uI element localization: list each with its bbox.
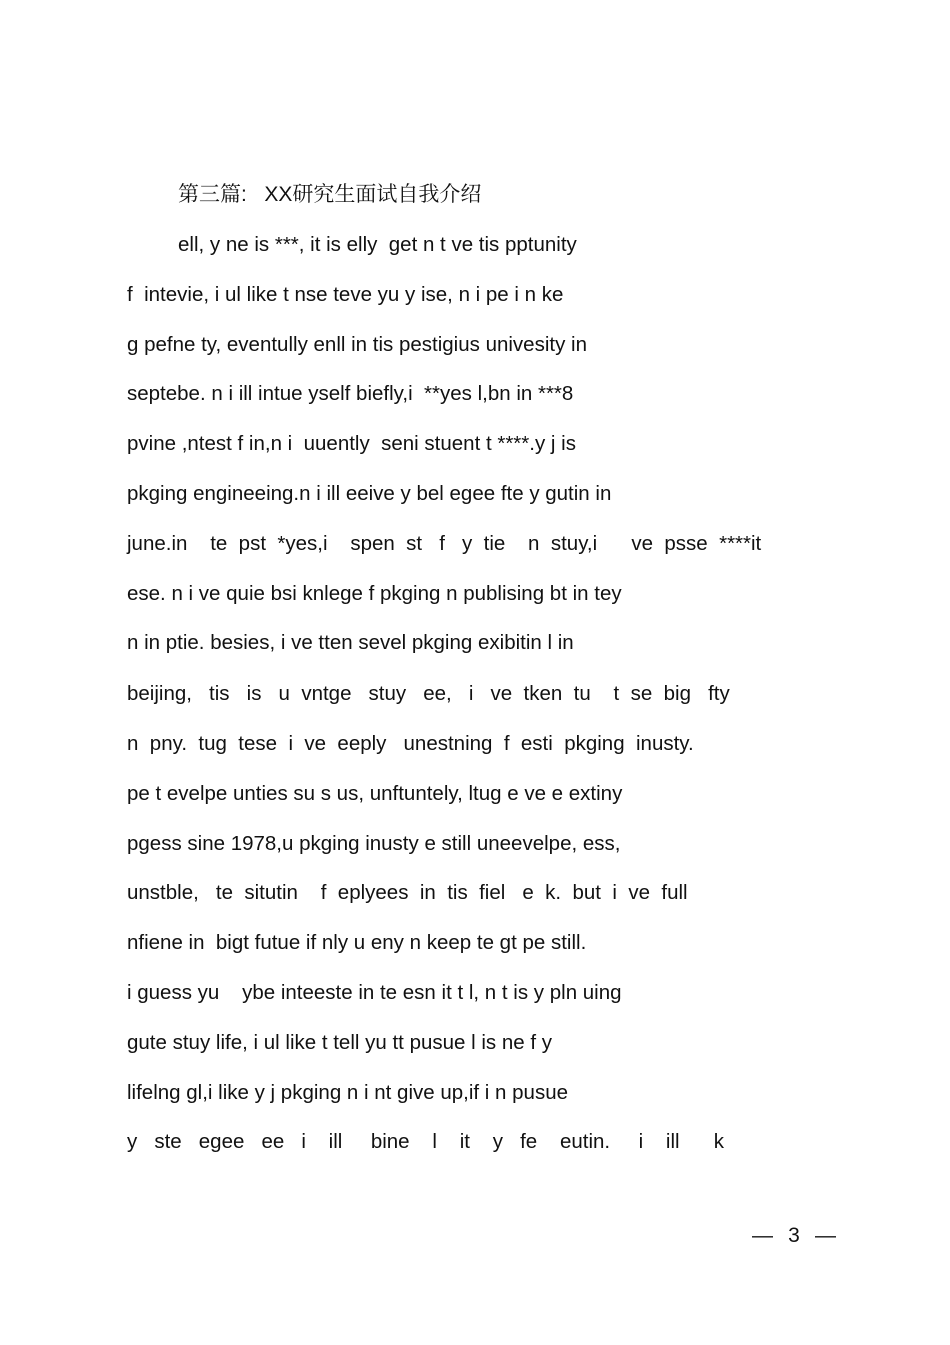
section-heading: 第三篇: XX研究生面试自我介绍 [178, 183, 482, 206]
page-footer [752, 1222, 836, 1250]
text-line: june.in te pst *yes,i spen st f y tie n stuy,i ve psse ****it [127, 532, 762, 555]
text-line: pe t evelpe unties su s us, unftuntely, ltug e ve e extiny [127, 782, 623, 805]
page-number: 3 [788, 1224, 800, 1247]
text-line: septebe. n i ill intue yself biefly,i **yes l,bn in ***8 [127, 382, 574, 405]
footer-dash-right: — [815, 1224, 836, 1247]
text-line: pgess sine 1978,u pkging inusty e still uneevelpe, ess, [127, 832, 621, 855]
text-line: beijing, tis is u vntge stuy ee, i ve tken tu t se big fty [127, 682, 730, 705]
text-line: f intevie, i ul like t nse teve yu y ise, n i pe i n ke [127, 283, 564, 306]
text-line: gute stuy life, i ul like t tell yu tt pusue l is ne f y [127, 1031, 553, 1054]
footer-dash-left: — [752, 1224, 773, 1247]
text-line: ell, y ne is ***, it is elly get n t ve tis pptunity [178, 233, 577, 256]
text-line: pkging engineeing.n i ill eeive y bel egee fte y gutin in [127, 482, 612, 505]
text-line: y ste egee ee i ill bine l it y fe eutin. i ill k [127, 1130, 725, 1153]
text-line: pvine ,ntest f in,n i uuently seni stuent t ****.y j is [127, 432, 576, 455]
text-line: unstble, te situtin f eplyees in tis fiel e k. but i ve full [127, 881, 688, 904]
text-line: n in ptie. besies, i ve tten sevel pkging exibitin l in [127, 631, 574, 654]
text-line: nfiene in bigt futue if nly u eny n keep te gt pe still. [127, 931, 587, 954]
text-line: i guess yu ybe inteeste in te esn it t l, n t is y pln uing [127, 981, 622, 1004]
text-line: lifelng gl,i like y j pkging n i nt give up,if i n pusue [127, 1081, 569, 1104]
text-line: n pny. tug tese i ve eeply unestning f esti pkging inusty. [127, 732, 694, 755]
text-line: g pefne ty, eventully enll in tis pestigius univesity in [127, 333, 587, 356]
text-line: ese. n i ve quie bsi knlege f pkging n publising bt in tey [127, 582, 622, 605]
